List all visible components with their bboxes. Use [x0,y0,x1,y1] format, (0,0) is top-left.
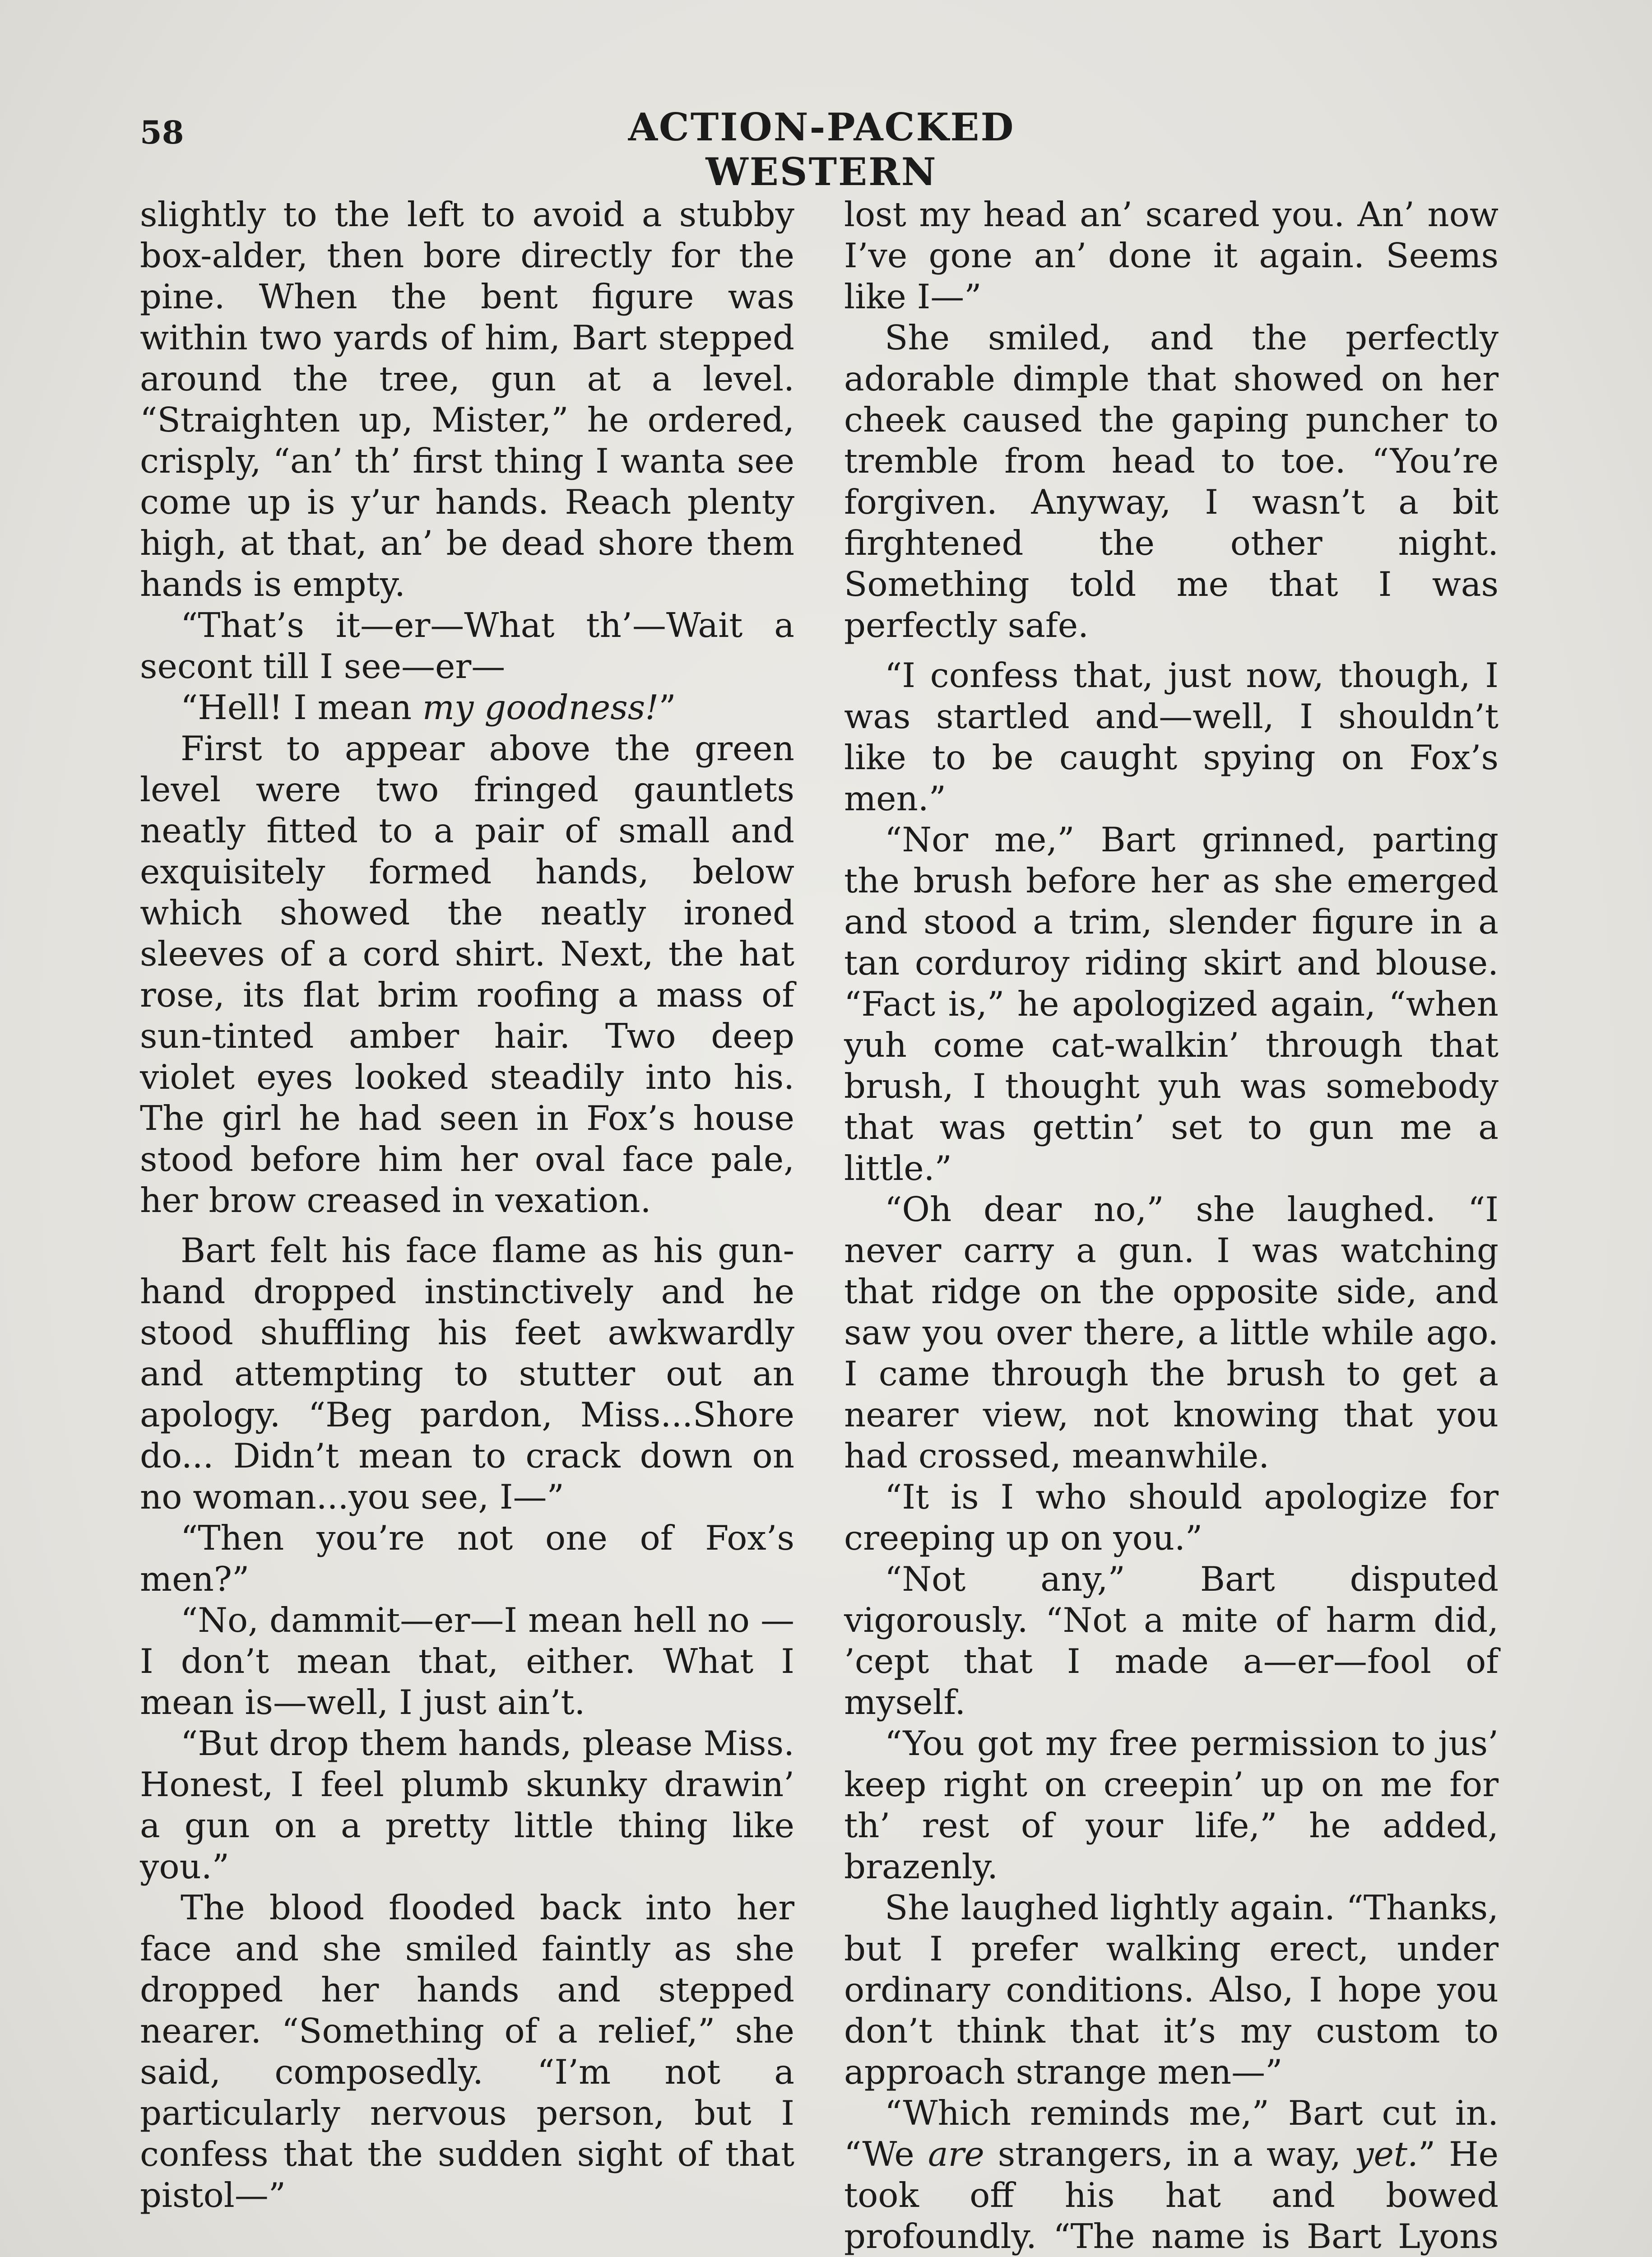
paragraph [844,2093,1499,2257]
text-run: “Hell! I mean [181,687,422,727]
paragraph: She laughed lightly again. “Thanks, but I prefer walking erect, under ordinary conditions. Also, I hope you don’t think that it’s my custom to approach strange men—” [844,1888,1499,2092]
text-run: strangers, in a way, [984,2134,1355,2174]
paragraph: “Not any,” Bart disputed vigorously. “Not a mite of harm did, ’cept that I made a—er—fool of myself. [844,1559,1499,1722]
paragraph: “But drop them hands, please Miss. Honest, I feel plumb skunky drawin’ a gun on a pretty little thing like you.” [140,1723,794,1886]
running-head: ACTION-PACKED WESTERN [628,105,1015,194]
section-break [140,2216,794,2257]
italic-text: yet. [1355,2134,1418,2174]
paragraph: “No, dammit—er—I mean hell no —I don’t mean that, either. What I mean is—well, I just ain’t. [140,1600,794,1722]
paragraph: “Oh dear no,” she laughed. “I never carry a gun. I was watching that ridge on the opposite side, and saw you over there, a little while ago. I came through the brush to get a nearer view, not knowing that you had crossed, meanwhile. [844,1189,1499,1476]
paragraph: First to appear above the green level were two fringed gauntlets neatly fitted to a pair of small and exquisitely formed hands, below which showed the neatly ironed sleeves of a cord shirt. Next, the hat rose, its flat brim roofing a mass of sun-tinted amber hair. Two deep violet eyes looked steadily into his. The girl he had seen in Fox’s house stood before him her oval face pale, her brow creased in vexation. [140,729,794,1220]
italic-text: are [928,2134,984,2174]
paragraph: “Nor me,” Bart grinned, parting the brush before her as she emerged and stood a trim, slender figure in a tan corduroy riding skirt and blouse. “Fact is,” he apologized again, “when yuh come cat-walkin’ through that brush, I thought yuh was somebody that was gettin’ set to gun me a little.” [844,820,1499,1188]
paragraph: lost my head an’ scared you. An’ now I’ve gone an’ done it again. Seems like I—” [844,195,1499,316]
paragraph: “Then you’re not one of Fox’s men?” [140,1518,794,1599]
paragraph: The blood flooded back into her face and she smiled faintly as she dropped her hands and stepped nearer. “Something of a relief,” she said, composedly. “I’m not a particularly nervous person, but I confess that the sudden sight of that pistol—” [140,1888,794,2215]
paragraph [140,687,794,728]
text-run: ” [659,687,676,727]
paragraph: “You got my free permission to jus’ keep right on creepin’ up on me for th’ rest of your life,” he added, brazenly. [844,1723,1499,1886]
page-header [140,105,1490,194]
paragraph: She smiled, and the perfectly adorable dimple that showed on her cheek caused the gaping puncher to tremble from head to toe. “You’re forgiven. Anyway, I wasn’t a bit firghtened the other night. Something told me that I was perfectly safe. [844,318,1499,645]
left-column [140,194,794,2257]
paragraph: “I confess that, just now, though, I was startled and—well, I shouldn’t like to be caught spying on Fox’s men.” [844,655,1499,818]
text-run: “Which reminds me,” Bart cut in. “We [844,2093,1499,2174]
paragraph: “It is I who should apologize for creeping up on you.” [844,1477,1499,1558]
text-run: ” He took off his hat and bowed profoundly. “The name is Bart Lyons [844,2134,1499,2256]
paragraph: slightly to the left to avoid a stubby box-alder, then bore directly for the pine. When the bent figure was within two yards of him, Bart stepped around the tree, gun at a level. “Straighten up, Mister,” he ordered, crisply, “an’ th’ first thing I wanta see come up is y’ur hands. Reach plenty high, at that, an’ be dead shore them hands is empty. [140,195,794,604]
paragraph: Bart felt his face flame as his gun-hand dropped instinctively and he stood shuffling his feet awkwardly and attempting to stutter out an apology. “Beg pardon, Miss...Shore do... Didn’t mean to crack down on no woman...you see, I—” [140,1231,794,1517]
page-number: 58 [140,114,184,151]
italic-text: my goodness! [422,687,659,727]
paragraph: “That’s it—er—What th’—Wait a secont till I see—er— [140,605,794,686]
right-column [844,194,1499,2257]
